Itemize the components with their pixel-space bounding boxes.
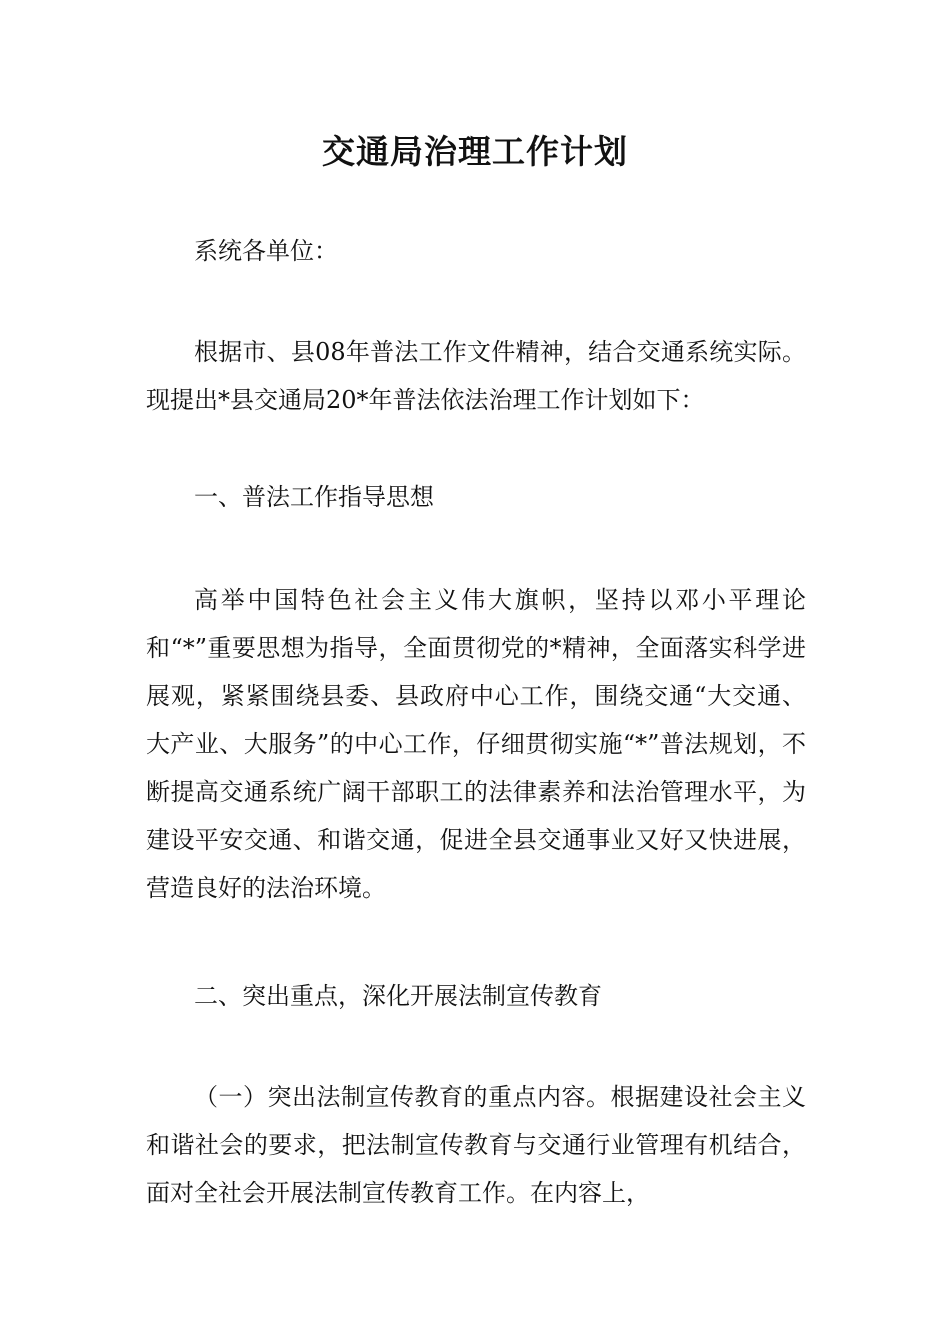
paragraph-guiding-ideology: 高举中国特色社会主义伟大旗帜，坚持以邓小平理论和“*”重要思想为指导，全面贯彻党的*精神，全面落实科学进展观，紧紧围绕县委、县政府中心工作，围绕交通“大交通、大产业、大服务”的中心工作，仔细贯彻实施“*”普法规划，不断提高交通系统广阔干部职工的法律素养和法治管理水平，为建设平安交通、和谐交通，促进全县交通事业又好又快进展，营造良好的法治环境。 xyxy=(146,586,806,902)
section-heading-1: 一、普法工作指导思想 xyxy=(194,483,434,511)
salutation: 系统各单位： xyxy=(194,237,338,265)
document-title: 交通局治理工作计划 xyxy=(322,132,628,171)
section-heading-2: 二、突出重点，深化开展法制宣传教育 xyxy=(194,982,602,1010)
paragraph-legal-education: （一）突出法制宣传教育的重点内容。根据建设社会主义和谐社会的要求，把法制宣传教育与交通行业管理有机结合，面对全社会开展法制宣传教育工作。在内容上， xyxy=(146,1083,806,1207)
paragraph-intro: 根据市、县08年普法工作文件精神，结合交通系统实际。现提出*县交通局20*年普法依法治理工作计划如下： xyxy=(146,338,806,414)
